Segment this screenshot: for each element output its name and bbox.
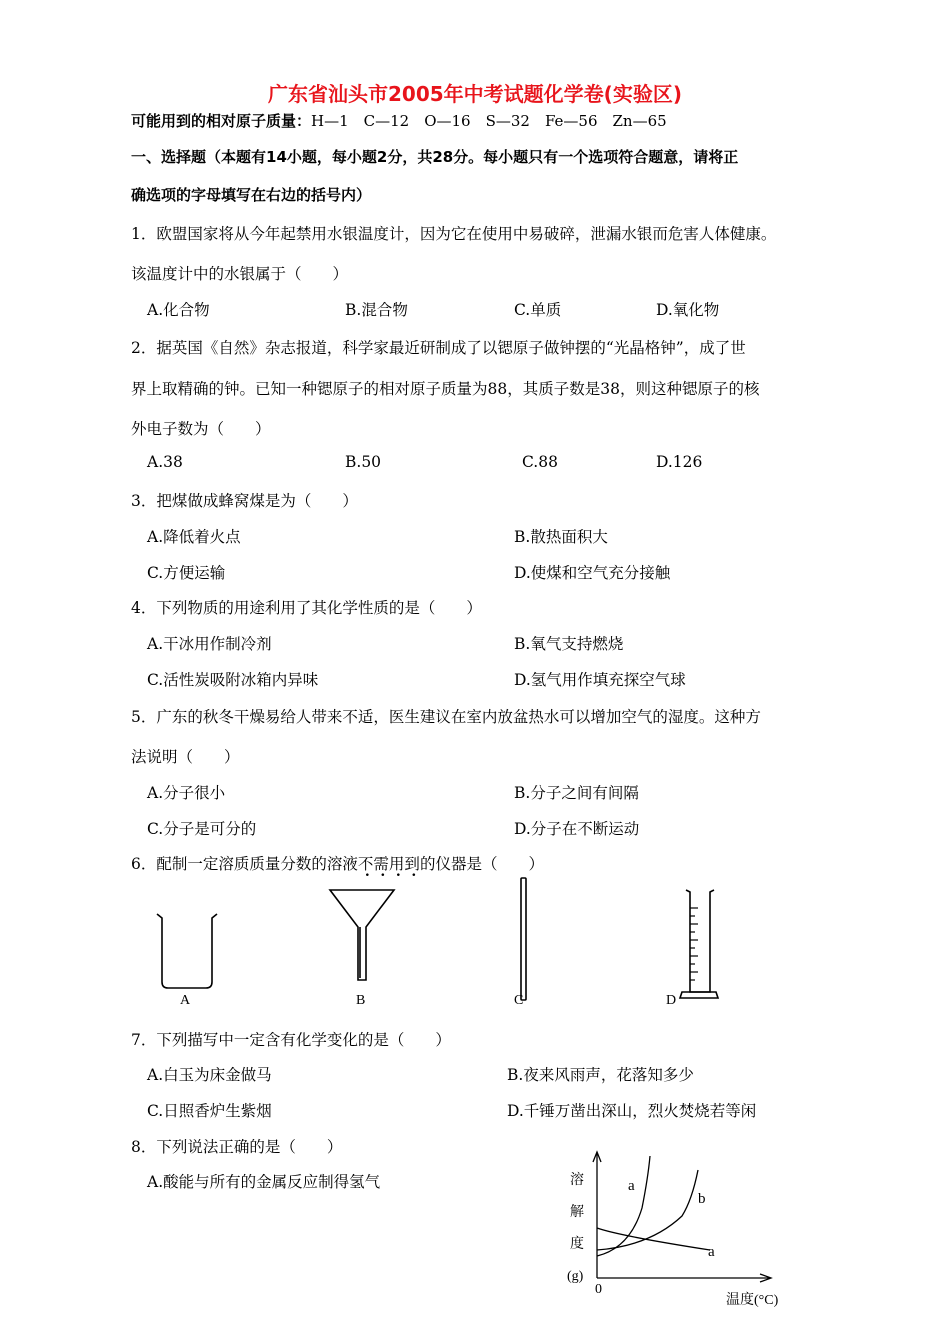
glass-rod-icon[interactable] — [521, 878, 526, 1000]
y-label-1: 溶 — [570, 1173, 584, 1188]
q1-option-d[interactable]: D.氧化物 — [656, 301, 720, 319]
q7-option-d[interactable]: D.千锤万凿出深山，烈火焚烧若等闲 — [507, 1102, 757, 1120]
q3-option-c[interactable]: C.方便运输 — [147, 564, 226, 582]
curve-label-a-bottom: a — [708, 1244, 715, 1260]
q1-line1: 1．欧盟国家将从今年起禁用水银温度计，因为它在使用中易破碎，泄漏水银而危害人体健康。 — [131, 225, 777, 243]
y-label-unit: (g) — [567, 1269, 584, 1284]
section1-heading-line2: 确选项的字母填写在右边的括号内） — [131, 186, 372, 204]
q6-emph-char: 不 — [357, 855, 374, 873]
q8-option-a[interactable]: A.酸能与所有的金属反应制得氢气 — [147, 1173, 381, 1191]
q6-prefix: 6．配制一定溶质质量分数的溶液 — [131, 855, 358, 873]
q6-emph-char: 到 — [404, 855, 420, 873]
q2-line3: 外电子数为（ ） — [131, 420, 271, 438]
q7-option-c[interactable]: C.日照香炉生紫烟 — [147, 1102, 272, 1120]
q3-option-d[interactable]: D.使煤和空气充分接触 — [514, 564, 671, 582]
graduated-cylinder-icon[interactable] — [680, 890, 718, 998]
q5-option-c[interactable]: C.分子是可分的 — [147, 820, 257, 838]
q3-line1: 3．把煤做成蜂窝煤是为（ ） — [131, 492, 358, 510]
section1-heading-line1: 一、选择题（本题有14小题，每小题2分，共28分。每小题只有一个选项符合题意，请将正 — [131, 148, 739, 166]
q5-option-b[interactable]: B.分子之间有间隔 — [514, 784, 639, 802]
q2-option-c[interactable]: C.88 — [522, 453, 558, 471]
beaker-icon[interactable] — [157, 914, 217, 988]
q2-line1: 2．据英国《自然》杂志报道，科学家最近研制成了以锶原子做钟摆的“光晶格钟”，成了世 — [131, 339, 746, 357]
q7-option-a[interactable]: A.白玉为床金做马 — [147, 1066, 272, 1084]
q7-line1: 7．下列描写中一定含有化学变化的是（ ） — [131, 1031, 451, 1049]
q6-emph-char: 用 — [388, 855, 405, 873]
q6-emph-char: 需 — [373, 855, 389, 873]
atomic-mass-label: 可能用到的相对原子质量： — [131, 112, 312, 130]
funnel-icon[interactable] — [330, 890, 394, 980]
q6-label-a: A — [180, 993, 191, 1008]
q2-option-a[interactable]: A.38 — [147, 453, 183, 471]
q1-line2: 该温度计中的水银属于（ ） — [131, 265, 349, 283]
page-title: 广东省汕头市2005年中考试题化学卷(实验区) — [268, 82, 682, 106]
x-axis-label: 温度(°C) — [726, 1293, 779, 1308]
y-label-3: 度 — [570, 1237, 584, 1252]
q2-option-d[interactable]: D.126 — [656, 453, 703, 471]
y-label-2: 解 — [570, 1205, 584, 1220]
q1-option-b[interactable]: B.混合物 — [345, 301, 408, 319]
q4-option-d[interactable]: D.氢气用作填充探空气球 — [514, 671, 686, 689]
q6-label-d: D — [666, 993, 677, 1008]
q1-option-a[interactable]: A.化合物 — [147, 301, 210, 319]
curve-b-rising — [597, 1170, 698, 1250]
q2-option-b[interactable]: B.50 — [345, 453, 382, 471]
q6-label-c: C — [514, 993, 524, 1008]
q7-option-b[interactable]: B.夜来风雨声，花落知多少 — [507, 1066, 694, 1084]
q6-suffix: 的仪器是（ ） — [419, 855, 544, 873]
atomic-mass-line — [131, 110, 667, 131]
curve-label-b: b — [698, 1191, 706, 1207]
atomic-mass-values: H—1 C—12 O—16 S—32 Fe—56 Zn—65 — [311, 112, 667, 130]
q5-line2: 法说明（ ） — [131, 748, 240, 766]
q6-apparatus-figure — [120, 870, 760, 1015]
q4-line1: 4．下列物质的用途利用了其化学性质的是（ ） — [131, 599, 482, 617]
q5-option-a[interactable]: A.分子很小 — [147, 784, 226, 802]
curve-a-falling — [597, 1228, 710, 1250]
curve-label-a-top: a — [628, 1178, 635, 1194]
q2-line2: 界上取精确的钟。已知一种锶原子的相对原子质量为88，其质子数是38，则这种锶原子的核 — [131, 380, 760, 398]
q5-option-d[interactable]: D.分子在不断运动 — [514, 820, 640, 838]
q4-option-a[interactable]: A.干冰用作制冷剂 — [147, 635, 272, 653]
q1-option-c[interactable]: C.单质 — [514, 301, 562, 319]
q3-option-b[interactable]: B.散热面积大 — [514, 528, 608, 546]
graph-origin: 0 — [595, 1282, 602, 1297]
q3-option-a[interactable]: A.降低着火点 — [147, 528, 241, 546]
q4-option-b[interactable]: B.氧气支持燃烧 — [514, 635, 624, 653]
q8-line1: 8．下列说法正确的是（ ） — [131, 1138, 343, 1156]
solubility-graph — [560, 1148, 800, 1313]
q6-label-b: B — [356, 993, 366, 1008]
q4-option-c[interactable]: C.活性炭吸附冰箱内异味 — [147, 671, 319, 689]
q5-line1: 5．广东的秋冬干燥易给人带来不适，医生建议在室内放盆热水可以增加空气的湿度。这种方 — [131, 708, 761, 726]
